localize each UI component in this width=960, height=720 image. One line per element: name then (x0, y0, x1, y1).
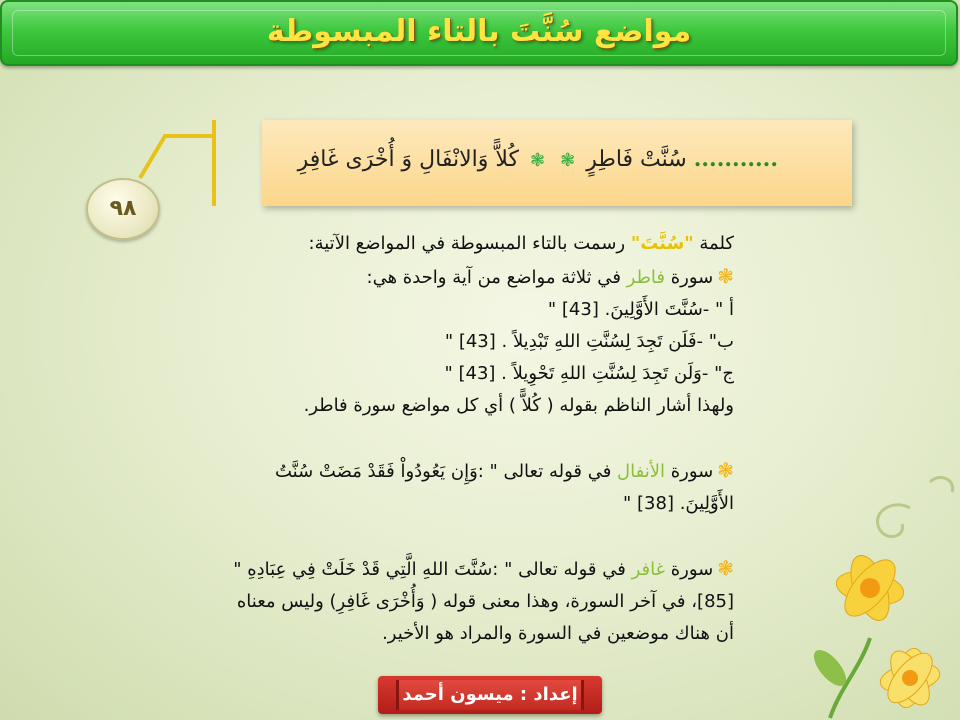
verse-part-1: سُنَّتْ فَاطِرٍ (586, 147, 687, 172)
flower-icon: ❃ (717, 458, 734, 482)
author-label: إعداد : ميسون أحمد (396, 680, 584, 710)
fatir-heading (214, 260, 734, 294)
intro-line (214, 228, 734, 260)
ghafir-text-a: سورة (665, 559, 714, 580)
intro-text-b: رسمت بالتاء المبسوطة في المواضع الآتية: (308, 233, 631, 254)
surah-name-ghafir: غافر (631, 559, 665, 580)
ghafir-note: [85]، في آخر السورة، وهذا معنى قوله ( وَأُخْرَى غَافِرِ) وليس معناه أن هناك موضعين في السورة والمراد هو الأخير. (236, 591, 734, 644)
slide-title: مواضع سُنَّتَ بالتاء المبسوطة (266, 14, 692, 49)
fatir-text-a: سورة (665, 267, 714, 288)
surah-name-fatir: فاطر (626, 267, 665, 288)
anfal-text-b: في قوله تعالى " :وَإِن يَعُودُواْ فَقَدْ مَضَتْ سُنَّتُ (275, 461, 618, 482)
anfal-continuation: الأَوَّلِينَ. [38] " (623, 493, 734, 514)
flower-icon (834, 551, 907, 626)
fatir-note: ولهذا أشار الناظم بقوله ( كُلاًّ ) أي كل مواضع سورة فاطر. (303, 395, 734, 416)
surah-name-anfal: الأنفال (617, 461, 665, 482)
verse-line (298, 146, 778, 172)
star-icon: ❃ (530, 150, 546, 171)
flower-icon: ❃ (717, 556, 734, 580)
anfal-heading (214, 454, 734, 488)
title-bar (0, 0, 958, 66)
star-icon: ❃ (560, 150, 576, 171)
fatir-text-b: في ثلاثة مواضع من آية واحدة هي: (366, 267, 627, 288)
main-content (214, 228, 734, 650)
fatir-item-a: أ " -سُنَّتَ الأَوَّلِينَ. [43] " (547, 299, 734, 320)
fatir-item-c: ج" -وَلَن تَجِدَ لِسُنَّتِ اللهِ تَحْوِيلاً . [43] " (444, 363, 734, 384)
verse-box (262, 120, 852, 206)
ghafir-text-b: في قوله تعالى " :سُنَّتَ اللهِ الَّتِي قَدْ خَلَتْ فِي عِبَادِهِ " (233, 559, 632, 580)
fatir-item-b: ب" -فَلَن تَجِدَ لِسُنَّتِ اللهِ تَبْدِيلاً . [43] " (444, 331, 734, 352)
ghafir-heading (214, 552, 734, 586)
author-badge (378, 676, 602, 714)
page-number: ٩٨ (86, 178, 160, 240)
flower-decoration (800, 468, 960, 720)
anfal-text-a: سورة (665, 461, 714, 482)
verse-dots: ........... (693, 146, 778, 172)
highlight-word: "سُنَّتَ" (630, 233, 694, 254)
verse-part-2: كُلاًّ وَالانْفَالِ وَ أُخْرَى غَافِرِ (297, 147, 519, 172)
intro-text-a: كلمة (693, 233, 734, 254)
flower-icon: ❃ (717, 264, 734, 288)
